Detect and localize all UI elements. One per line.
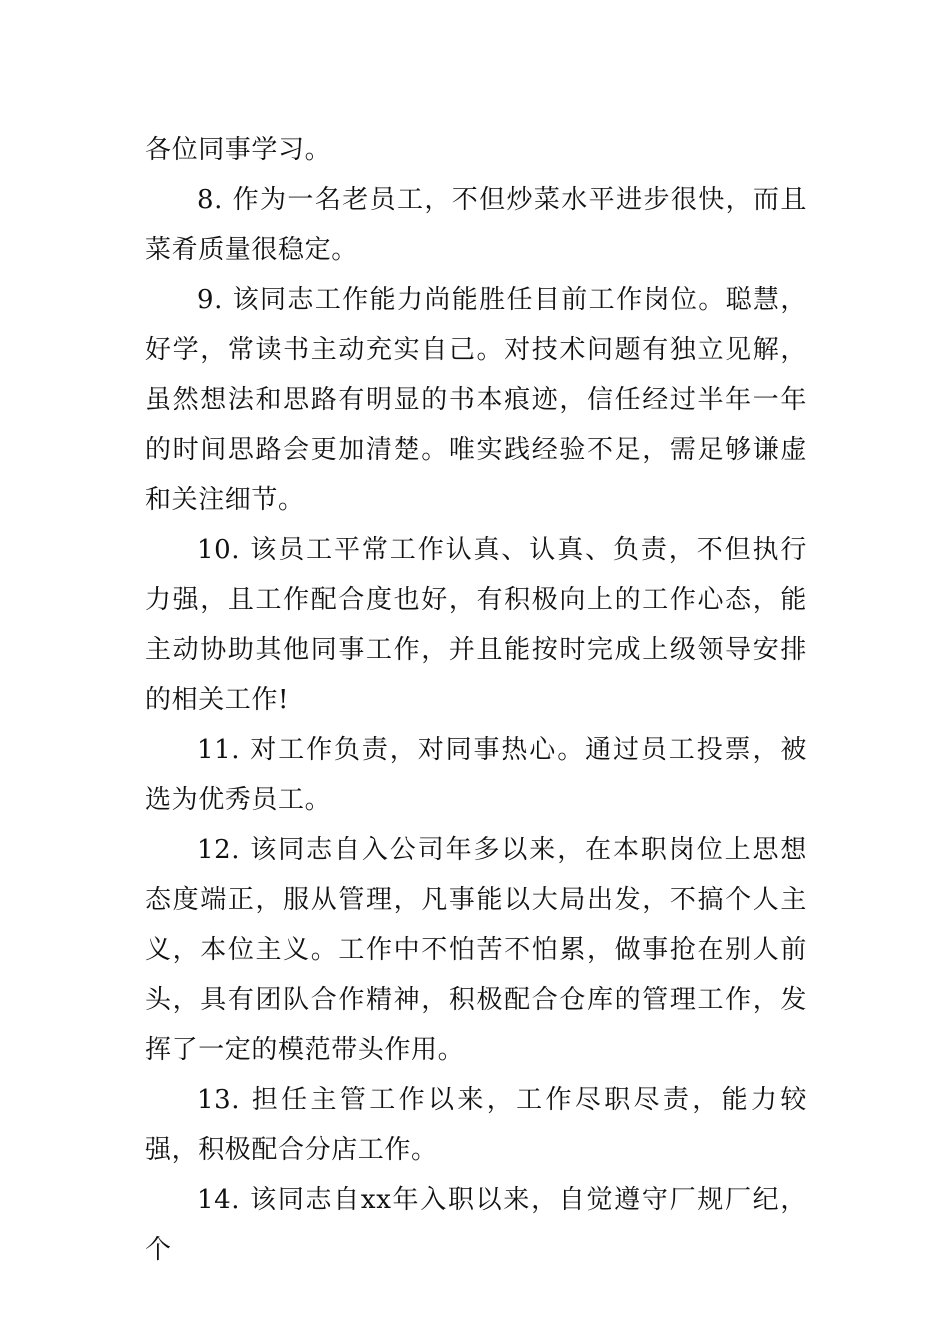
paragraph-continuation: 各位同事学习。 <box>145 135 332 165</box>
paragraph-item-13: 13. 担任主管工作以来，工作尽职尽责，能力较强，积极配合分店工作。 <box>145 1085 807 1165</box>
paragraph-item-14: 14. 该同志自xx年入职以来，自觉遵守厂规厂纪，个 <box>145 1185 807 1265</box>
paragraph-item-8: 8. 作为一名老员工，不但炒菜水平进步很快，而且菜肴质量很稳定。 <box>145 185 807 265</box>
document-body <box>145 125 807 1275</box>
paragraph-item-11: 11. 对工作负责，对同事热心。通过员工投票，被选为优秀员工。 <box>145 735 807 815</box>
paragraph-item-9: 9. 该同志工作能力尚能胜任目前工作岗位。聪慧，好学，常读书主动充实自己。对技术问题有独立见解，虽然想法和思路有明显的书本痕迹，信任经过半年一年的时间思路会更加清楚。唯实践经验不足，需足够谦虚和关注细节。 <box>145 285 807 515</box>
paragraph-item-10: 10. 该员工平常工作认真、认真、负责，不但执行力强，且工作配合度也好，有积极向上的工作心态，能主动协助其他同事工作，并且能按时完成上级领导安排的相关工作! <box>145 535 807 715</box>
paragraph-item-12: 12. 该同志自入公司年多以来，在本职岗位上思想态度端正，服从管理，凡事能以大局出发，不搞个人主义，本位主义。工作中不怕苦不怕累，做事抢在别人前头，具有团队合作精神，积极配合仓库的管理工作，发挥了一定的模范带头作用。 <box>145 835 807 1065</box>
